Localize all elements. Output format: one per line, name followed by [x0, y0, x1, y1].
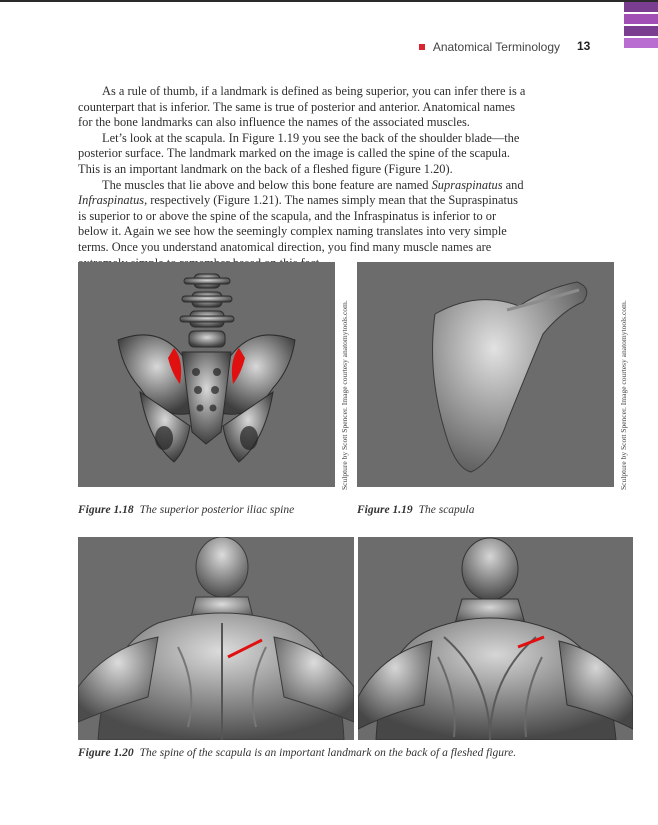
- back-figure-illustration: [78, 537, 354, 740]
- figure-1-18-caption: [78, 504, 294, 516]
- edge-tab: [624, 26, 658, 36]
- image-credit: Sculpture by Scott Spencer. Image courtesy anatomytools.com.: [619, 300, 628, 490]
- text-run: respectively (Figure 1.21). The names simply mean that the Supraspinatus is superior to or above the spine of the scapula, and the Infraspinatus is inferior to or below it. Again we see how the seemingly complex naming translates into very simple terms. Once you understand anatomical direction, you find many muscle names are: [78, 193, 518, 254]
- italic-term: Supraspinatus: [431, 177, 503, 192]
- scapula-illustration: [357, 262, 614, 487]
- figure-1-20-image-left: [78, 537, 354, 740]
- running-head: [419, 40, 560, 54]
- figure-1-20-label: Figure 1.20: [78, 747, 134, 759]
- section-title: Anatomical Terminology: [432, 40, 560, 54]
- figure-1-19-image: [357, 262, 614, 487]
- figure-1-20-caption: [78, 747, 516, 759]
- image-credit: Sculpture by Scott Spencer. Image courtesy anatomytools.com.: [340, 300, 349, 490]
- top-rule: [0, 0, 658, 2]
- body-text: [78, 84, 528, 271]
- figure-1-20-text: The spine of the scapula is an important landmark on the back of a fleshed figure.: [139, 747, 517, 759]
- figure-1-20-image-right: [358, 537, 633, 740]
- figure-1-19-caption: [357, 504, 475, 516]
- figure-1-18-text: The superior posterior iliac spine: [139, 504, 295, 516]
- page-number: 13: [577, 39, 591, 53]
- text-run: Let’s look at the scapula. In Figure 1.19 you see the back of the shoulder blade—the posterior surface. The landmark marked on the image is called the spine of the scapula. This is an important landmark on the back of a fleshed figure (Figure 1.20).: [78, 130, 520, 176]
- figure-1-19-text: The scapula: [418, 504, 475, 516]
- chapter-edge-tabs: [624, 2, 658, 50]
- red-square-icon: [419, 44, 425, 50]
- text-run: The muscles that lie above and below this bone feature are named: [102, 177, 432, 192]
- text-run: and: [502, 177, 524, 192]
- figure-1-19-label: Figure 1.19: [357, 504, 413, 516]
- body-paragraph: [78, 131, 528, 178]
- edge-tab: [624, 38, 658, 48]
- figure-1-18-image: [78, 262, 335, 487]
- pelvis-illustration: [78, 262, 335, 487]
- edge-tab: [624, 14, 658, 24]
- body-paragraph: [78, 84, 528, 131]
- figure-1-18-label: Figure 1.18: [78, 504, 134, 516]
- muscle-back-illustration: [358, 537, 633, 740]
- body-paragraph: [78, 178, 528, 272]
- text-run: As a rule of thumb, if a landmark is defined as being superior, you can infer there is a counterpart that is inferior. The same is true of posterior and anterior. Anatomical names for the bone landmarks can also influence the names of the associated muscles.: [78, 84, 526, 130]
- italic-term: Infraspinatus,: [78, 193, 148, 208]
- edge-tab: [624, 2, 658, 12]
